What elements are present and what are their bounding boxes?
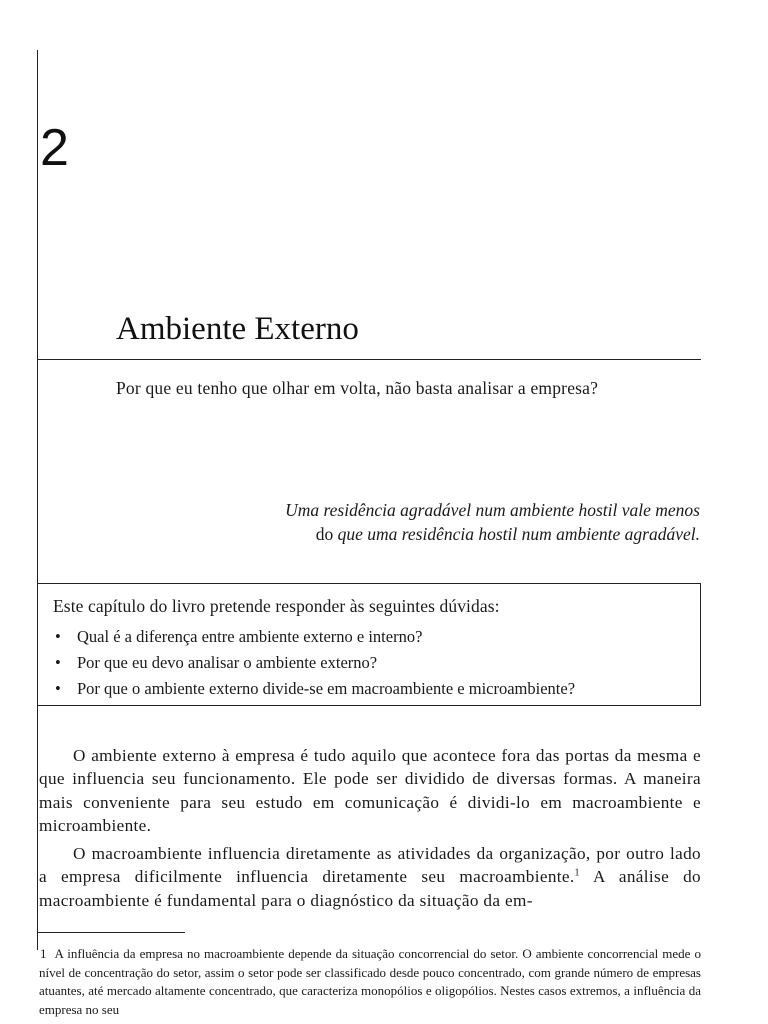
list-item-text: Por que eu devo analisar o ambiente externo? (77, 653, 378, 672)
footnote-reference[interactable]: 1 (574, 867, 580, 879)
paragraph-text: A análise do macroambiente é fundamental para o diagnóstico da situação da em- (39, 867, 701, 910)
list-item (53, 650, 575, 676)
epigraph-line-2 (285, 522, 700, 546)
bullet-icon: • (55, 679, 61, 698)
paragraph-text: O macroambiente influencia diretamente as atividades da organização, por outro lado a empresa dificilmente influencia diretamente seu macroambiente. (39, 844, 701, 887)
list-item (53, 624, 575, 650)
bullet-icon: • (55, 653, 61, 672)
footnote (39, 945, 701, 1019)
footnote-divider (37, 932, 185, 933)
paragraph: O ambiente externo à empresa é tudo aquilo que acontece fora das portas da mesma e que influencia seu funcionamento. Ele pode ser dividido de diversas formas. A maneira mais conveniente para seu estudo em comunicação é dividi-lo em macroambiente e microambiente. (39, 746, 701, 835)
epigraph (285, 498, 700, 546)
list-item-text: Qual é a diferença entre ambiente externo e interno? (77, 627, 423, 646)
bullet-icon: • (55, 627, 61, 646)
chapter-question: Por que eu tenho que olhar em volta, não basta analisar a empresa? (116, 378, 599, 398)
body-text (39, 744, 701, 917)
epigraph-line-1: Uma residência agradável num ambiente hostil vale menos (285, 500, 700, 520)
footnote-text: A influência da empresa no macroambiente depende da situação concorrencial do setor. O ambiente concorrencial mede o nível de concentração do setor, assim o setor pode ser classificado desde pouco concentrado, com grande número de empresas atuantes, até mercado altamente concentrado, que caracteriza monopólios e oligopólios. Nestes casos extremos, a influência da empresa no seu (39, 946, 701, 1017)
left-margin-rule (37, 50, 38, 950)
paragraph (39, 842, 701, 912)
box-question-list (53, 624, 575, 702)
list-item (53, 676, 575, 702)
chapter-questions-box (37, 583, 701, 706)
title-divider (37, 359, 701, 360)
epigraph-line-2-prefix: do (315, 524, 334, 544)
footnote-mark: 1 (40, 946, 47, 961)
chapter-number: 2 (40, 119, 69, 177)
epigraph-line-2-rest: que uma residência hostil num ambiente agradável. (337, 524, 700, 544)
list-item-text: Por que o ambiente externo divide-se em macroambiente e microambiente? (77, 679, 576, 698)
box-intro: Este capítulo do livro pretende responder às seguintes dúvidas: (53, 596, 500, 616)
chapter-title: Ambiente Externo (116, 311, 359, 347)
